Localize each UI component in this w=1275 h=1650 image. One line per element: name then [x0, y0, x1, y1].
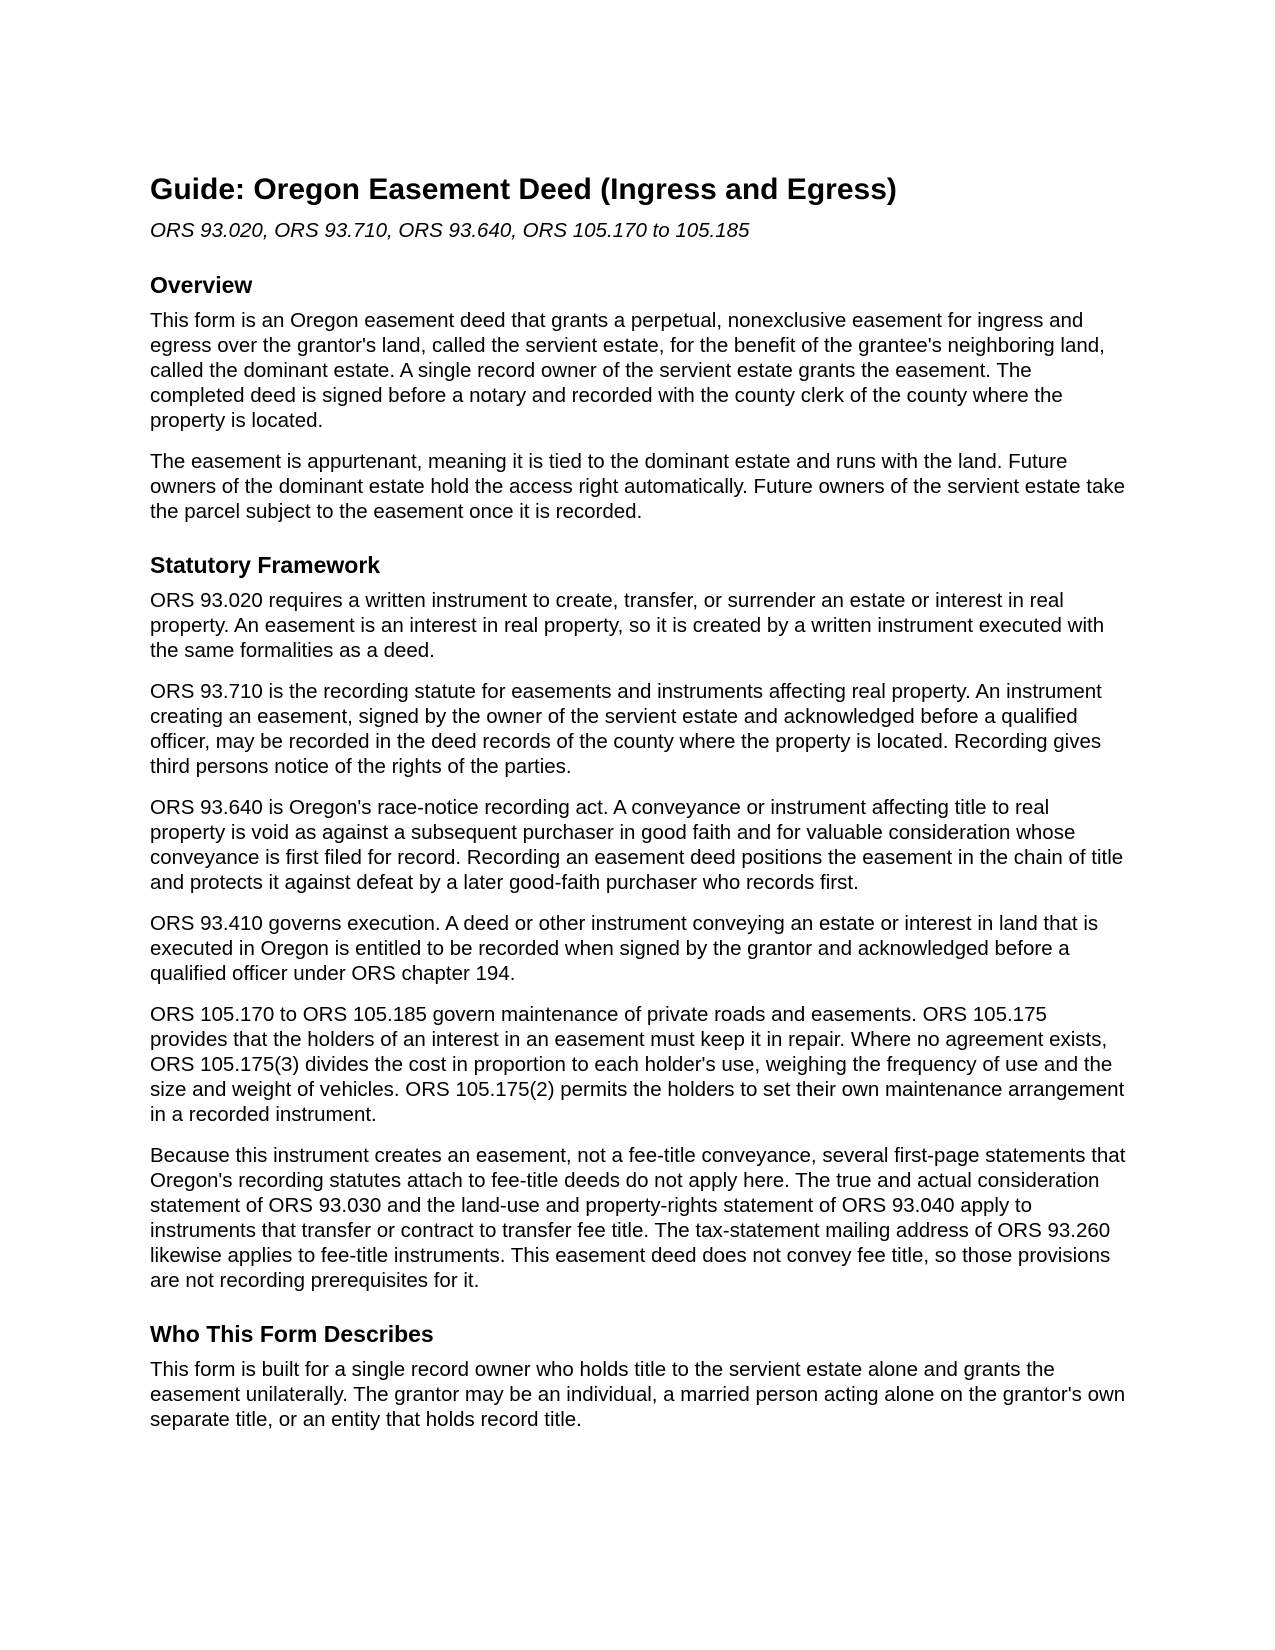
paragraph: ORS 93.640 is Oregon's race-notice recording act. A conveyance or instrument affecting title to real property is void as against a subsequent purchaser in good faith and for valuable consideration whose conveyance is first filed for record. Recording an easement deed positions the easement in the chain of title and protects it against defeat by a later good-faith purchaser who records first. — [150, 796, 1124, 894]
section-heading: Who This Form Describes — [150, 1321, 434, 1347]
paragraph: This form is built for a single record owner who holds title to the servient estate alone and grants the easement unilaterally. The grantor may be an individual, a married person acting alone on the grantor's own separate title, or an entity that holds record title. — [150, 1358, 1126, 1431]
document-subtitle: ORS 93.020, ORS 93.710, ORS 93.640, ORS 105.170 to 105.185 — [150, 219, 750, 242]
paragraph: This form is an Oregon easement deed that grants a perpetual, nonexclusive easement for ingress and egress over the grantor's land, called the servient estate, for the benefit of the grantee's neighboring land, called the dominant estate. A single record owner of the servient estate grants the easement. The completed deed is signed before a notary and recorded with the county clerk of the county where the property is located. — [150, 309, 1105, 432]
section-heading: Overview — [150, 272, 253, 298]
section-overview — [150, 270, 1130, 524]
document-title: Guide: Oregon Easement Deed (Ingress and Egress) — [150, 173, 897, 206]
section-statutory-framework — [150, 550, 1130, 1293]
paragraph: ORS 93.020 requires a written instrument to create, transfer, or surrender an estate or interest in real property. An easement is an interest in real property, so it is created by a written instrument executed with the same formalities as a deed. — [150, 589, 1105, 662]
paragraph: ORS 105.170 to ORS 105.185 govern maintenance of private roads and easements. ORS 105.175 provides that the holders of an interest in an easement must keep it in repair. Where no agreement exists, ORS 105.175(3) divides the cost in proportion to each holder's use, weighing the frequency of use and the size and weight of vehicles. ORS 105.175(2) permits the holders to set their own maintenance arrangement in a recorded instrument. — [150, 1003, 1125, 1126]
paragraph: The easement is appurtenant, meaning it is tied to the dominant estate and runs with the land. Future owners of the dominant estate hold the access right automatically. Future owners of the servient estate take the parcel subject to the easement once it is recorded. — [150, 450, 1126, 523]
paragraph: ORS 93.710 is the recording statute for easements and instruments affecting real property. An instrument creating an easement, signed by the owner of the servient estate and acknowledged before a qualified officer, may be recorded in the deed records of the county where the property is located. Recording gives third persons notice of the rights of the parties. — [150, 680, 1102, 778]
paragraph: Because this instrument creates an easement, not a fee-title conveyance, several first-page statements that Oregon's recording statutes attach to fee-title deeds do not apply here. The true and actual consideration statement of ORS 93.030 and the land-use and property-rights statement of ORS 93.040 apply to instruments that transfer or contract to transfer fee title. The tax-statement mailing address of ORS 93.260 likewise applies to fee-title instruments. This easement deed does not convey fee title, so those provisions are not recording prerequisites for it. — [150, 1144, 1126, 1292]
section-who-this-form-describes — [150, 1319, 1130, 1432]
section-heading: Statutory Framework — [150, 552, 381, 578]
document-page — [150, 172, 1130, 1432]
paragraph: ORS 93.410 governs execution. A deed or other instrument conveying an estate or interest in land that is executed in Oregon is entitled to be recorded when signed by the grantor and acknowledged before a qualified officer under ORS chapter 194. — [150, 912, 1099, 985]
